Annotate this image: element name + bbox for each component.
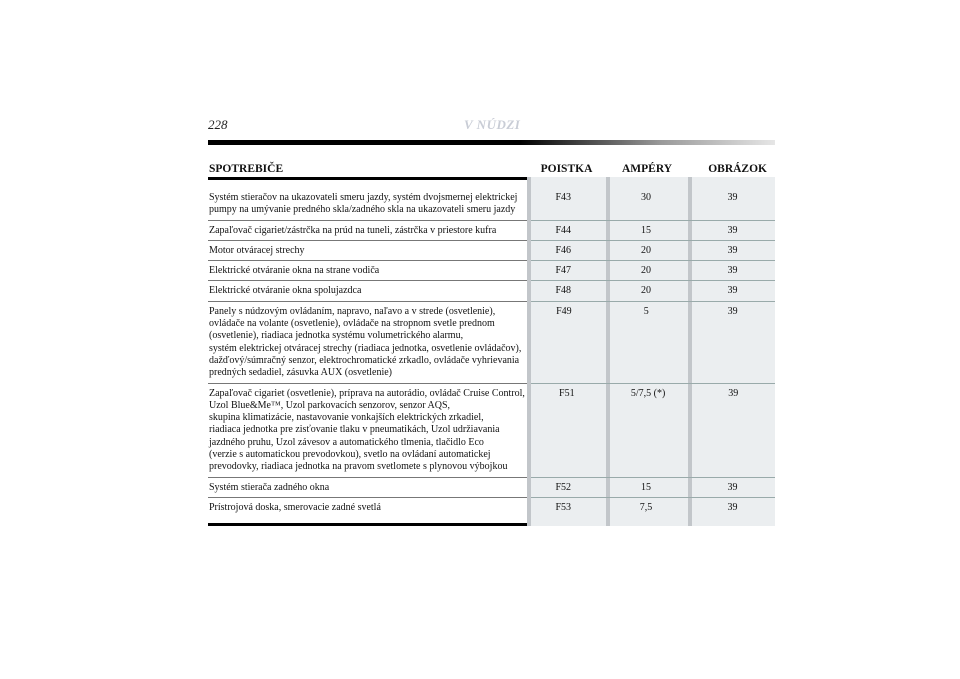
page-number: 228 xyxy=(208,117,228,132)
description-line: jazdného pruhu, Uzol závesov a automatického tlmenia, tlačidlo Eco xyxy=(209,436,484,448)
description-line: pumpy na umývanie predného skla/zadného skla na ukazovateli smeru jazdy xyxy=(209,204,516,216)
consumer-description xyxy=(208,221,521,240)
description-line: skupina klimatizácie, nastavovanie vonkajších elektrických zrkadiel, xyxy=(209,412,484,424)
consumer-description xyxy=(208,241,521,260)
column-header-figure: OBRÁZOK xyxy=(708,163,767,175)
consumer-description xyxy=(208,188,521,220)
consumer-description xyxy=(208,261,521,280)
description-line: Systém stieračov na ukazovateli smeru jazdy, systém dvojsmernej elektrickej xyxy=(209,192,518,203)
amperage: 5/7,5 (*) xyxy=(630,387,666,399)
fuse-id: F47 xyxy=(555,265,572,277)
description-line: Panely s núdzovým ovládaním, napravo, naľavo a v strede (osvetlenie), xyxy=(209,305,496,317)
description-line: ovládače na volante (osvetlenie), ovládače na stropnom svetle prednom xyxy=(209,318,495,330)
consumer-description xyxy=(208,302,521,383)
description-line: Systém stierača zadného okna xyxy=(209,481,330,493)
description-line: prevodovky, riadiaca jednotka na pravom svetlomete s plynovou výbojkou xyxy=(209,461,508,473)
fuse-id: F44 xyxy=(555,224,572,236)
consumer-description xyxy=(208,498,521,517)
amperage: 30 xyxy=(640,192,651,203)
description-line: Zapaľovač cigariet (osvetlenie), príprava na autorádio, ovládač Cruise Control, xyxy=(209,387,525,399)
fuse-id: F48 xyxy=(555,285,572,297)
amperage: 15 xyxy=(640,224,651,236)
description-line: Uzol Blue&Me™, Uzol parkovacích senzorov, senzor AQS, xyxy=(209,399,451,411)
figure-number: 39 xyxy=(727,224,738,236)
column-header-amps: AMPÉRY xyxy=(621,163,673,175)
figure-number: 39 xyxy=(727,244,738,256)
figure-number: 39 xyxy=(728,387,739,399)
description-line: Motor otváracej strechy xyxy=(209,244,305,256)
table-row xyxy=(208,302,775,383)
figure-number: 39 xyxy=(727,481,738,493)
figure-number: 39 xyxy=(727,265,738,277)
table-row xyxy=(208,241,775,260)
amperage: 7,5 xyxy=(639,501,653,513)
figure-number: 39 xyxy=(727,192,738,203)
description-line: riadiaca jednotka pre zisťovanie tlaku v pneumatikách, Uzol udržiavania xyxy=(209,424,500,436)
description-line: Elektrické otváranie okna spolujazdca xyxy=(209,285,362,297)
table-row xyxy=(208,188,775,220)
description-line: Elektrické otváranie okna na strane vodiča xyxy=(209,265,380,277)
fuse-id: F49 xyxy=(556,305,572,317)
table-row xyxy=(208,281,775,300)
description-line: Prístrojová doska, smerovacie zadné svetlá xyxy=(209,501,381,513)
table-row xyxy=(208,478,775,497)
amperage: 20 xyxy=(640,265,651,277)
amperage: 20 xyxy=(640,244,651,256)
fuse-id: F53 xyxy=(555,501,572,513)
table-row xyxy=(208,261,775,280)
fuse-id: F43 xyxy=(555,192,572,203)
description-line: Zapaľovač cigariet/zástrčka na prúd na tuneli, zástrčka v priestore kufra xyxy=(209,224,497,236)
table-row xyxy=(208,384,775,477)
fuse-table xyxy=(208,160,775,526)
column-header-consumers: SPOTREBIČE xyxy=(209,163,284,175)
figure-number: 39 xyxy=(727,501,738,513)
consumer-description xyxy=(208,478,521,497)
header-rule xyxy=(208,140,775,145)
consumer-description xyxy=(208,281,521,300)
amperage: 5 xyxy=(643,305,649,317)
consumer-description xyxy=(208,384,525,477)
fuse-id: F51 xyxy=(559,387,575,399)
page-header xyxy=(208,117,775,137)
description-line: predných sedadiel, zásuvka AUX (osvetlenie) xyxy=(209,367,392,379)
table-row xyxy=(208,498,775,517)
description-line: (verzie s automatickou prevodovkou), svetlo na ovládaní automatickej xyxy=(209,449,491,461)
fuse-id: F46 xyxy=(555,244,572,256)
amperage: 15 xyxy=(640,481,651,493)
column-header-fuse: POISTKA xyxy=(540,163,593,175)
description-line: (osvetlenie), riadiaca jednotka systému volumetrického alarmu, xyxy=(209,330,464,342)
section-title: V NÚDZI xyxy=(464,117,521,132)
figure-number: 39 xyxy=(727,305,738,317)
table-body xyxy=(208,180,775,526)
description-line: systém elektrickej otváracej strechy (riadiaca jednotka, osvetlenie ovládačov), xyxy=(209,342,522,354)
fuse-id: F52 xyxy=(555,481,572,493)
amperage: 20 xyxy=(640,285,651,297)
figure-number: 39 xyxy=(727,285,738,297)
table-row xyxy=(208,221,775,240)
description-line: dažďový/súmračný senzor, elektrochromatické zrkadlo, ovládače vyhrievania xyxy=(209,354,520,366)
